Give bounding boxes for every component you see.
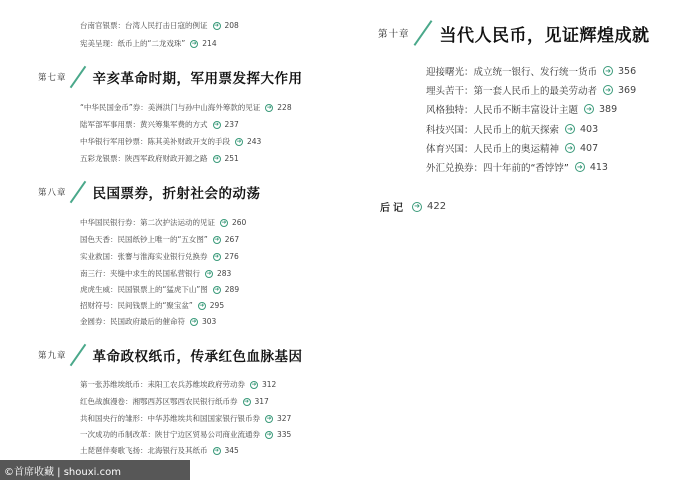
entry-title: 外汇兑换券：四十年前的“香饽饽”: [426, 163, 569, 174]
entry-title: 中华银行军用钞票：陈其美补财政开支的手段: [80, 137, 230, 146]
entry-title: 金圆券：民国政府最后的催命符: [80, 317, 185, 326]
arrow-circle-icon: ➜: [213, 154, 220, 162]
arrow-circle-icon: ➜: [575, 162, 585, 172]
toc-entry[interactable]: [426, 64, 636, 78]
entry-title: 风格独特：人民币不断丰富设计主题: [426, 105, 579, 116]
toc-entry[interactable]: [80, 251, 239, 262]
afterword-page: 422: [427, 201, 447, 212]
toc-entry[interactable]: [80, 316, 216, 327]
entry-page: 413: [589, 161, 608, 173]
arrow-circle-icon: ➜: [565, 124, 575, 134]
entry-page: 276: [224, 252, 239, 261]
entry-title: 南三行：夹缝中求生的民国私营银行: [80, 269, 200, 278]
toc-entry[interactable]: [80, 153, 239, 164]
toc-entry[interactable]: [80, 20, 239, 31]
arrow-circle-icon: ➜: [412, 202, 422, 212]
arrow-circle-icon: ➜: [266, 414, 272, 422]
watermark-bar: [0, 460, 190, 480]
arrow-circle-icon: ➜: [603, 66, 613, 76]
entry-page: 251: [224, 154, 239, 163]
arrow-circle-icon: ➜: [206, 269, 212, 277]
arrow-circle-icon: ➜: [243, 397, 250, 405]
arrow-circle-icon: ➜: [603, 85, 613, 95]
entry-title: 招财符号：民间钱票上的“聚宝盆”: [80, 301, 193, 310]
toc-entry[interactable]: [80, 102, 292, 113]
toc-entry[interactable]: [80, 136, 261, 147]
toc-entry[interactable]: [80, 300, 224, 311]
entry-page: 335: [277, 430, 292, 439]
entry-page: 267: [224, 235, 240, 244]
entry-title: 科技兴国：人民币上的航天探索: [426, 125, 560, 136]
toc-entry[interactable]: [426, 122, 598, 136]
toc-entry[interactable]: [80, 119, 239, 130]
toc-entry[interactable]: [426, 102, 617, 116]
entry-page: 289: [224, 285, 240, 294]
entry-title: 陆军部军事用票：黄兴筹集军费的方式: [80, 120, 208, 129]
chapter-label: 第七章: [38, 73, 67, 83]
arrow-circle-icon: ➜: [266, 430, 272, 438]
entry-title: 中华国民银行券：第二次护法运动的见证: [80, 218, 215, 227]
slash-divider: [69, 181, 86, 203]
chapter-label: 第八章: [38, 188, 67, 198]
watermark-text: ©首席收藏 | shouxi.com: [4, 466, 121, 478]
arrow-circle-icon: ➜: [213, 120, 220, 128]
entry-title: 第一张苏维埃纸币：耒阳工农兵苏维埃政府劳动券: [80, 380, 245, 389]
entry-page: 369: [618, 84, 637, 96]
toc-entry[interactable]: [426, 160, 608, 174]
arrow-circle-icon: ➜: [214, 285, 220, 293]
entry-title: 国色天香：民国纸钞上唯一的“五女图”: [80, 235, 208, 244]
arrow-circle-icon: ➜: [221, 218, 227, 226]
arrow-circle-icon: ➜: [251, 380, 257, 388]
arrow-circle-icon: ➜: [213, 446, 220, 454]
entry-page: 317: [254, 397, 269, 406]
entry-title: 五彩龙银票：陕西军政府财政开源之路: [80, 154, 208, 163]
chapter-title: 民国票券，折射社会的动荡: [92, 186, 261, 202]
arrow-circle-icon: ➜: [266, 103, 272, 111]
toc-entry[interactable]: [426, 141, 598, 155]
arrow-circle-icon: ➜: [199, 301, 205, 309]
toc-entry[interactable]: [80, 217, 246, 228]
arrow-circle-icon: ➜: [565, 143, 575, 153]
entry-page: 283: [217, 269, 232, 278]
entry-page: 403: [580, 123, 599, 135]
toc-entry[interactable]: [80, 429, 291, 440]
entry-page: 327: [277, 414, 292, 423]
entry-page: 303: [202, 317, 217, 326]
arrow-circle-icon: ➜: [191, 39, 197, 47]
slash-divider: [69, 344, 86, 366]
arrow-circle-icon: ➜: [213, 252, 220, 260]
afterword-label: 后记: [380, 203, 406, 214]
toc-entry[interactable]: [80, 284, 239, 295]
entry-page: 295: [209, 301, 225, 310]
entry-title: 共和国央行的雏形：中华苏维埃共和国国家银行银币券: [80, 414, 260, 423]
toc-entry[interactable]: [80, 234, 239, 245]
entry-page: 312: [262, 380, 277, 389]
arrow-circle-icon: ➜: [191, 317, 197, 325]
toc-entry[interactable]: [80, 268, 231, 279]
entry-title: 宪美呈现：纸币上的“二龙戏珠”: [80, 39, 186, 48]
entry-title: 埋头苦干：第一套人民币上的最美劳动者: [426, 86, 598, 97]
chapter-title: 革命政权纸币，传承红色血脉基因: [92, 349, 303, 365]
toc-entry[interactable]: [80, 379, 276, 390]
slash-divider: [69, 66, 86, 88]
entry-title: 体育兴国：人民币上的奥运精神: [426, 144, 560, 155]
chapter-heading: [38, 342, 303, 368]
entry-page: 214: [202, 39, 217, 48]
arrow-circle-icon: ➜: [213, 21, 220, 29]
arrow-circle-icon: ➜: [236, 137, 242, 145]
entry-page: 389: [599, 103, 618, 115]
slash-divider: [413, 20, 432, 46]
entry-title: 实业救国：张謇与淮海实业银行兑换券: [80, 252, 208, 261]
entry-page: 208: [224, 21, 239, 30]
entry-title: 迎接曙光：成立统一银行、发行统一货币: [426, 67, 598, 78]
entry-title: 一次成功的币制改革：陕甘宁边区贸易公司商业流通券: [80, 430, 260, 439]
toc-entry[interactable]: [80, 413, 291, 424]
entry-title: 台南官银票：台湾人民打击日寇的例证: [80, 21, 208, 30]
chapter-heading: [38, 64, 303, 90]
toc-entry[interactable]: [80, 396, 269, 407]
chapter-heading: [378, 18, 650, 48]
entry-page: 356: [618, 65, 637, 77]
chapter-heading: [38, 179, 261, 205]
chapter-label: 第十章: [378, 29, 410, 40]
entry-title: 土琵琶伴奏歌飞扬：北海银行及其纸币: [80, 446, 208, 455]
entry-page: 407: [580, 142, 599, 154]
entry-page: 243: [247, 137, 262, 146]
arrow-circle-icon: ➜: [214, 235, 220, 243]
afterword-entry[interactable]: [380, 199, 446, 214]
right-page: [360, 0, 700, 480]
chapter-label: 第九章: [38, 351, 67, 361]
entry-page: 237: [224, 120, 239, 129]
chapter-title: 当代人民币，见证辉煌成就: [439, 25, 650, 46]
entry-page: 260: [232, 218, 247, 227]
entry-page: 228: [277, 103, 292, 112]
toc-entry[interactable]: [80, 38, 217, 49]
toc-entry[interactable]: [426, 83, 636, 97]
entry-title: 虎虎生威：民国银票上的“猛虎下山”图: [80, 285, 208, 294]
toc-entry[interactable]: [80, 445, 239, 456]
entry-title: “中华民国金币”券：美洲洪门与孙中山海外筹款的见证: [80, 103, 261, 112]
entry-page: 345: [224, 446, 239, 455]
entry-title: 红色战旗漫卷：湘鄂西苏区鄂西农民银行纸币券: [80, 397, 238, 406]
arrow-circle-icon: ➜: [584, 104, 594, 114]
chapter-title: 辛亥革命时期，军用票发挥大作用: [92, 71, 303, 87]
